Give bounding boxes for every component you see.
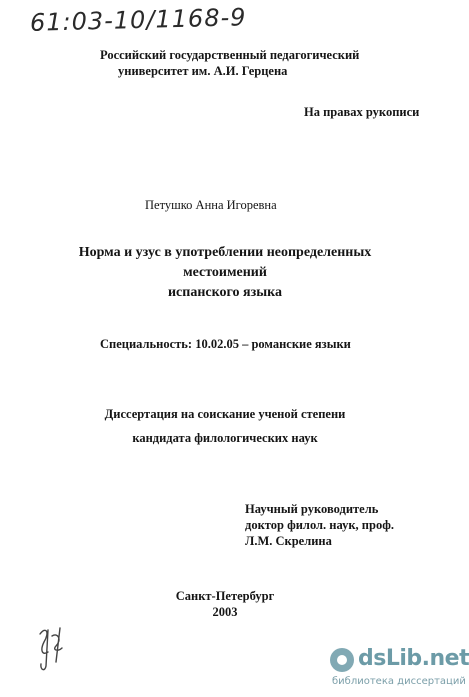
advisor-line-2: доктор филол. наук, проф.: [245, 518, 394, 532]
dissertation-title: [40, 243, 410, 303]
watermark: [330, 646, 469, 692]
author-name: Петушко Анна Игоревна: [145, 198, 277, 212]
degree-statement: [60, 405, 390, 447]
watermark-brand: dsLib.net: [358, 646, 469, 671]
title-line-1: Норма и узус в употреблении неопределенных местоимений: [78, 245, 372, 280]
scientific-advisor: [245, 501, 445, 549]
degree-line-2: кандидата филологических наук: [132, 431, 318, 445]
handwritten-signature: [34, 622, 74, 674]
degree-line-1: Диссертация на соискание ученой степени: [104, 407, 346, 421]
rights-note: На правах рукописи: [304, 105, 420, 119]
watermark-subtitle: библиотека диссертаций: [332, 676, 466, 687]
university-header: [100, 47, 370, 79]
city: Санкт-Петербург: [175, 589, 275, 603]
year: 2003: [212, 605, 238, 619]
advisor-line-3: Л.М. Скрелина: [245, 534, 332, 548]
university-line-1: Российский государственный педагогический: [100, 48, 360, 62]
archive-number-handwritten: 61:03-10/1168-9: [29, 3, 247, 37]
university-line-2: университет им. А.И. Герцена: [118, 64, 288, 78]
place-and-year: [150, 588, 300, 620]
dslib-logo-icon: [330, 648, 354, 672]
title-line-2: испанского языка: [167, 285, 282, 300]
advisor-line-1: Научный руководитель: [245, 502, 379, 516]
specialty: Специальность: 10.02.05 – романские языки: [100, 337, 351, 351]
